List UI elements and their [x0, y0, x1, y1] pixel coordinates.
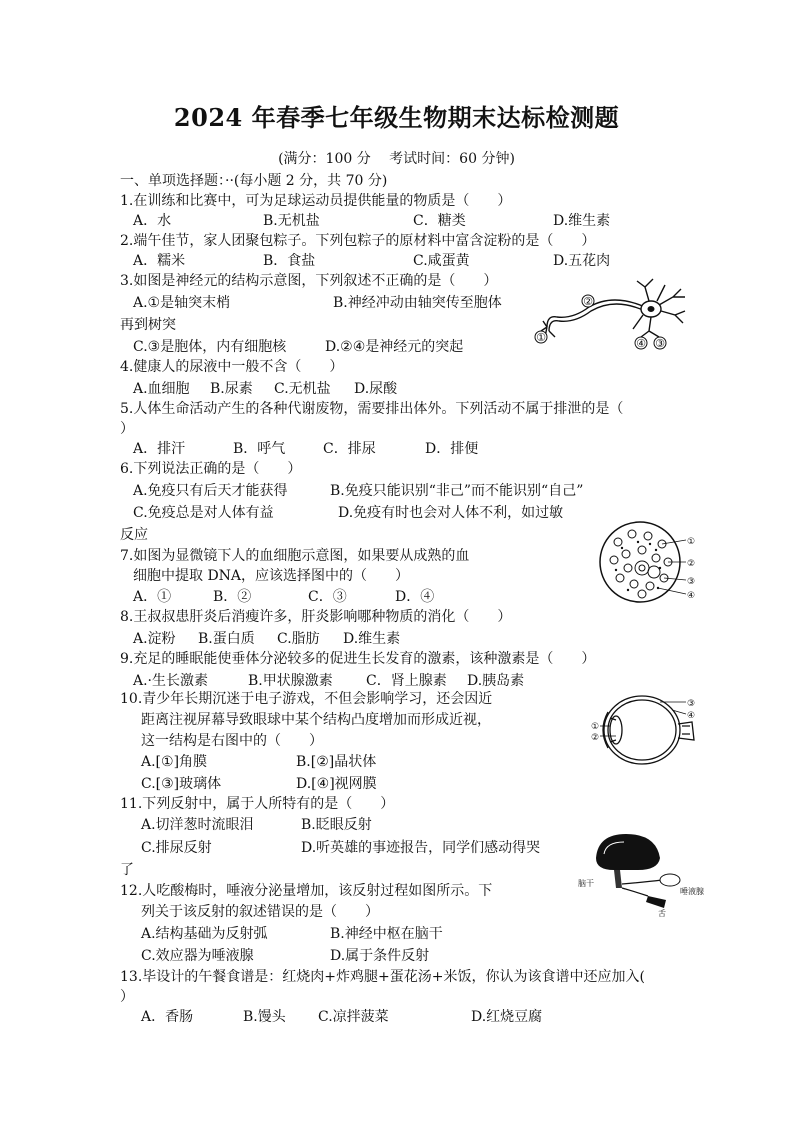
neuron-label-2: ②: [583, 295, 593, 308]
neuron-label-4: ④: [636, 337, 646, 350]
q1-option-b: B.无机盐: [263, 213, 320, 229]
q6-option-c: C.免疫总是对人体有益: [133, 505, 274, 521]
q8-option-b: B.蛋白质: [198, 631, 255, 647]
neuron-nucleus: [648, 306, 655, 312]
reflex-label-salivary-gland: 唾液腺: [680, 887, 704, 896]
q7-option-c: C．③: [308, 589, 347, 605]
question-10-stem-3: 这一结构是右图中的（ ）: [141, 733, 323, 749]
question-7-stem-cont: 细胞中提取 DNA，应该选择图中的（ ）: [133, 568, 410, 584]
q6-option-d: D.免疫有时也会对人体不利，如过敏: [338, 505, 564, 521]
q2-option-c: C.咸蛋黄: [413, 253, 470, 269]
q13-option-a: A．香肠: [141, 1009, 194, 1025]
q10-option-d: D.[④]视网膜: [296, 776, 377, 792]
question-5-stem-cont: ）: [120, 421, 134, 437]
question-6-stem: 6.下列说法正确的是（ ）: [120, 461, 302, 477]
q2-option-d: D.五花肉: [553, 253, 611, 269]
q5-option-c: C．排尿: [323, 441, 376, 457]
question-9-stem: 9.充足的睡眠能使垂体分泌较多的促进生长发育的激素，该种激素是（ ）: [120, 651, 596, 667]
q3-option-c: C.③是胞体，内有细胞核: [133, 339, 287, 355]
q3-option-b: B.神经冲动由轴突传至胞体: [333, 295, 502, 311]
q6-option-a: A.免疫只有后天才能获得: [133, 483, 288, 499]
q9-option-d: D.胰岛素: [467, 673, 525, 689]
q8-option-c: C.脂肪: [277, 631, 320, 647]
q7-option-d: D．④: [395, 589, 435, 605]
exam-info: (满分：100 分 考试时间：60 分钟): [278, 151, 515, 167]
q12-option-a: A.结构基础为反射弧: [141, 926, 268, 942]
eye-label-4: ④: [687, 711, 696, 721]
q7-option-a: A．①: [133, 589, 172, 605]
blood-label-4: ④: [687, 591, 696, 601]
q13-option-c: C.凉拌菠菜: [318, 1009, 389, 1025]
q10-option-b: B.[②]晶状体: [296, 754, 377, 770]
question-4-stem: 4.健康人的尿液中一般不含（ ）: [120, 359, 344, 375]
q10-option-c: C.[③]玻璃体: [141, 776, 222, 792]
question-11-stem: 11.下列反射中，属于人所特有的是（ ）: [120, 796, 395, 812]
reflex-label-tongue: 舌: [658, 909, 666, 918]
q5-option-b: B．呼气: [233, 441, 286, 457]
blood-label-3: ③: [687, 577, 696, 587]
question-8-stem: 8.王叔叔患肝炎后消瘦许多，肝炎影响哪种物质的消化（ ）: [120, 609, 512, 625]
reflex-label-brainstem: 脑干: [578, 879, 594, 888]
neuron-diagram: [533, 275, 688, 353]
q8-option-a: A.淀粉: [133, 631, 176, 647]
eye-label-3: ③: [687, 699, 696, 709]
q9-option-b: B.甲状腺激素: [248, 673, 333, 689]
question-10-stem-2: 距离注视屏幕导致眼球中某个结构凸度增加而形成近视，: [141, 712, 491, 728]
eye-label-2: ②: [591, 733, 600, 743]
q12-option-c: C.效应器为唾液腺: [141, 948, 254, 964]
q9-option-c: C．肾上腺素: [366, 673, 447, 689]
q11-option-d-cont: 了: [120, 862, 134, 878]
q3-option-a: A.①是轴突末梢: [133, 295, 231, 311]
page-title: 2024 年春季七年级生物期末达标检测题: [173, 103, 620, 132]
q5-option-a: A．排汗: [133, 441, 186, 457]
q11-option-a: A.切洋葱时流眼泪: [141, 817, 254, 833]
q4-option-c: C.无机盐: [274, 381, 331, 397]
question-12-stem: 12.人吃酸梅时，唾液分泌量增加，该反射过程如图所示。下: [120, 883, 493, 899]
q7-option-b: B．②: [213, 589, 252, 605]
eye-label-1: ①: [591, 722, 600, 732]
reflex-arc-diagram: [576, 828, 708, 918]
q4-option-a: A.血细胞: [133, 381, 190, 397]
q11-option-d: D.听英雄的事迹报告，同学们感动得哭: [301, 840, 541, 856]
q1-option-c: C．糖类: [413, 213, 466, 229]
neuron-label-3: ③: [655, 337, 665, 350]
q3-option-b-cont: 再到树突: [120, 317, 176, 333]
neuron-label-1: ①: [536, 331, 546, 344]
question-10-stem: 10.青少年长期沉迷于电子游戏，不但会影响学习，还会因近: [120, 691, 493, 707]
q4-option-b: B.尿素: [210, 381, 253, 397]
question-1-stem: 1.在训练和比赛中，可为足球运动员提供能量的物质是（ ）: [120, 193, 512, 209]
q1-option-a: A．水: [133, 213, 172, 229]
q12-option-b: B.神经中枢在脑干: [330, 926, 443, 942]
question-5-stem: 5.人体生命活动产生的各种代谢废物，需要排出体外。下列活动不属于排泄的是（: [120, 401, 624, 417]
q2-option-b: B．食盐: [263, 253, 316, 269]
q1-option-d: D.维生素: [553, 213, 611, 229]
q10-option-a: A.[①]角膜: [141, 754, 208, 770]
question-13-stem-cont: ）: [120, 989, 134, 1005]
q11-option-c: C.排尿反射: [141, 840, 212, 856]
q5-option-d: D．排便: [425, 441, 479, 457]
question-13-stem: 13.毕设计的午餐食谱是：红烧肉+炸鸡腿+蛋花汤+米饭，你认为该食谱中还应加入(: [120, 969, 645, 985]
q12-option-d: D.属于条件反射: [330, 948, 430, 964]
q13-option-b: B.馒头: [243, 1009, 286, 1025]
q13-option-d: D.红烧豆腐: [471, 1009, 543, 1025]
blood-cell-diagram: [598, 520, 703, 605]
blood-label-1: ①: [687, 537, 696, 547]
q6-option-b: B.免疫只能识别“非己”而不能识别“自己”: [330, 483, 584, 499]
question-2-stem: 2.端午佳节，家人团聚包粽子。下列包粽子的原材料中富含淀粉的是（ ）: [120, 233, 596, 249]
eye-diagram: [590, 690, 705, 770]
q8-option-d: D.维生素: [343, 631, 401, 647]
q9-option-a: A.·生长激素: [133, 673, 209, 689]
q6-option-d-cont: 反应: [120, 527, 148, 543]
section-heading: 一、单项选择题：··(每小题 2 分，共 70 分): [120, 173, 388, 189]
q2-option-a: A．糯米: [133, 253, 186, 269]
q4-option-d: D.尿酸: [354, 381, 398, 397]
q11-option-b: B.眨眼反射: [301, 817, 372, 833]
q3-option-d: D.②④是神经元的突起: [325, 339, 464, 355]
question-3-stem: 3.如图是神经元的结构示意图，下列叙述不正确的是（ ）: [120, 273, 498, 289]
blood-label-2: ②: [687, 559, 696, 569]
question-7-stem: 7.如图为显微镜下人的血细胞示意图，如果要从成熟的血: [120, 548, 470, 564]
question-12-stem-cont: 列关于该反射的叙述错误的是（ ）: [141, 904, 379, 920]
